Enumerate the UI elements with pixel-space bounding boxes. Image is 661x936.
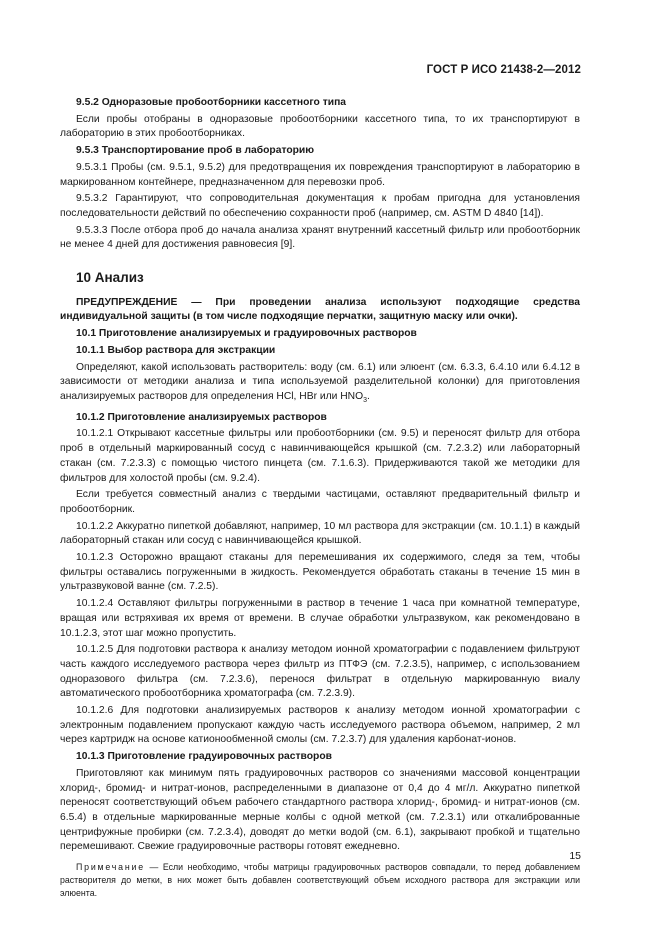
paragraph: 10.1.2.3 Осторожно вращают стаканы для перемешивания их содержимого, следя за тем, чтобы фильтры оставались погруженными в жидкость. Рекомендуется обработать стаканы в течение 15 мин в ультразвуковой ванне (см. 7.2.5). [60,552,580,593]
page-content [60,96,580,902]
paragraph: 9.5.3.2 Гарантируют, что сопроводительная документация к пробам пригодна для установления последовательности действий по обеспечению сохранности проб (например, см. ASTM D 4840 [14]). [60,193,580,219]
section-heading-10-1: 10.1 Приготовление анализируемых и градуировочных растворов [76,328,417,340]
paragraph: 10.1.2.6 Для подготовки анализируемых растворов к анализу методом ионной хроматографии с электронным подавлением пропускают каждую часть исследуемого раствора объемом, например, 2 мл через картридж на основе катионообменной смолы (см. 7.2.3.7) для удаления карбонат-ионов. [60,705,580,746]
chapter-heading-10: 10 Анализ [76,270,144,286]
section-heading-10-1-1: 10.1.1 Выбор раствора для экстракции [76,344,276,356]
paragraph: 9.5.3.1 Пробы (см. 9.5.1, 9.5.2) для предотвращения их повреждения транспортируют в лабораторию в маркированном контейнере, предназначенном для перевозки проб. [60,161,580,188]
note-paragraph [60,861,580,900]
subscript: 3 [363,397,368,404]
paragraph-text: Определяют, какой использовать растворитель: воду (см. 6.1) или элюент (см. 6.3.3, 6.4.10 или 6.4.12 в зависимости от методики анализа и типа используемой разделительной колонки) для приготовления анализируемых растворов для определения HCl, HBr или HNO [60,361,580,402]
warning-paragraph: ПРЕДУПРЕЖДЕНИЕ — При проведении анализа используют подходящие средства индивидуальной защиты (в том числе подходящие перчатки, защитную маску или очки). [60,296,580,323]
paragraph: Если пробы отобраны в одноразовые пробоотборники кассетного типа, то их транспортируют в лабораторию в этих пробоотборниках. [60,113,580,140]
section-heading-9-5-3: 9.5.3 Транспортирование проб в лабораторию [76,145,315,157]
paragraph-end: . [367,390,370,402]
section-heading-10-1-2: 10.1.2 Приготовление анализируемых растворов [76,411,327,423]
paragraph [60,361,580,409]
note-text: — Если необходимо, чтобы матрицы градуировочных растворов совпадали, то перед добавлением растворителя до метки, в них может быть добавлен соответствующий объем исходного раствора для экстракции или элюента. [60,862,580,899]
standard-header: ГОСТ Р ИСО 21438-2—2012 [426,64,581,76]
section-heading-9-5-2: 9.5.2 Одноразовые пробоотборники кассетного типа [76,97,347,108]
paragraph: 10.1.2.5 Для подготовки раствора к анализу методом ионной хроматографии с подавлением фильтруют часть каждого исследуемого раствора через фильтр из ПТФЭ (см. 7.2.3.5), например, с использованием одноразового фильтра (см. 7.2.3.6), перенося фильтрат в отдельную маркированную виалу автоматического пробоотборника хроматографа (см. 7.2.3.9). [60,644,580,700]
section-heading-10-1-3: 10.1.3 Приготовление градуировочных растворов [76,751,332,763]
page-number: 15 [569,850,581,862]
paragraph: 9.5.3.3 После отбора проб до начала анализа хранят внутренний кассетный фильтр или пробоотборник не менее 4 дней для достижения равновесия [9]. [60,224,580,251]
paragraph: Приготовляют как минимум пять градуировочных растворов со значениями массовой концентрации хлорид-, бромид- и нитрат-ионов, распределенными в диапазоне от 0,4 до 4 мг/л. Аккуратно пипеткой переносят соответствующий объем рабочего стандартного раствора хлорид-, бромид- и нитрат-ионов (см. 6.5.4) в отдельные маркированные мерные колбы с одной меткой (см. 7.2.3.1) или откалиброванные центрифужные пробирки (см. 7.2.3.4), доводят до метки водой (см. 6.1), закрывают пробкой и тщательно перемешивают. Свежие градуировочные растворы готовят ежедневно. [60,767,580,853]
paragraph: 10.1.2.1 Открывают кассетные фильтры или пробоотборники (см. 9.5) и переносят фильтр для отбора проб в отдельный маркированный сосуд с навинчивающейся крышкой (см. 7.2.3.2) или лабораторный стакан (см. 7.2.3.3) с помощью чистого пинцета (см. 7.1.6.3). Придерживаются такой же методики для фильтров для холостой пробы (см. 9.2.4). [60,428,580,484]
paragraph: Если требуется совместный анализ с твердыми частицами, оставляют предварительный фильтр и пробоотборник. [60,489,580,515]
note-label: Примечание [76,862,145,873]
paragraph: 10.1.2.4 Оставляют фильтры погруженными в раствор в течение 1 часа при комнатной температуре, вращая или встряхивая их время от времени. В случае обработки ультразвуком, как рекомендовано в 10.1.2.3, этот шаг можно пропустить. [60,598,580,639]
paragraph: 10.1.2.2 Аккуратно пипеткой добавляют, например, 10 мл раствора для экстракции (см. 10.1.1) в каждый лабораторный стакан или сосуд с навинчивающейся крышкой. [60,520,580,547]
